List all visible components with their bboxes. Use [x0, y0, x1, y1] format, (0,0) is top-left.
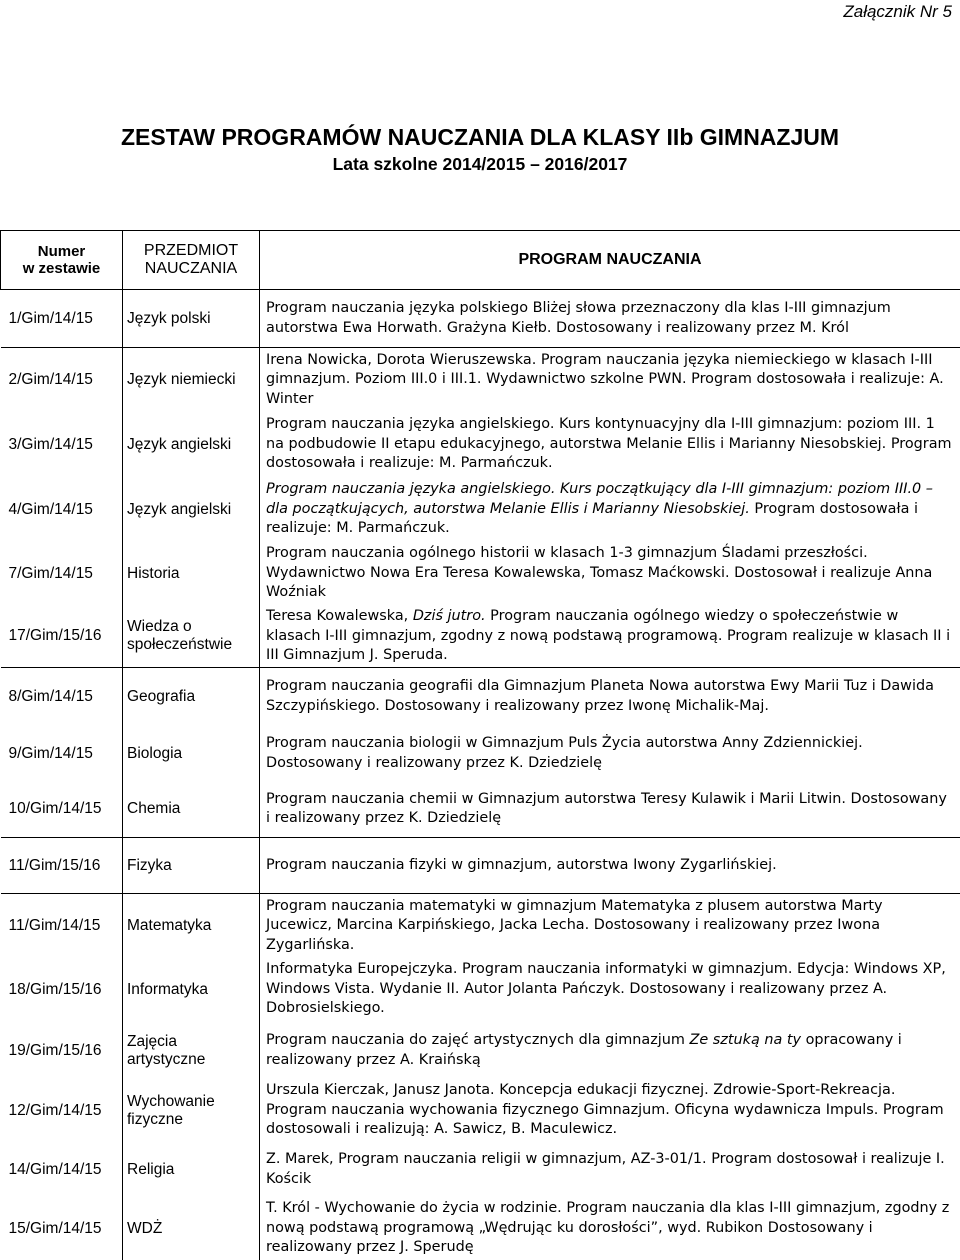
table-row: [1, 668, 960, 726]
document-title: ZESTAW PROGRAMÓW NAUCZANIA DLA KLASY IIb GIMNAZJUM: [0, 124, 960, 151]
row-number: 11/Gim/14/15: [1, 894, 123, 958]
row-description: Program nauczania chemii w Gimnazjum autorstwa Teresy Kulawik i Marii Litwin. Dostosowany i realizowany przez K. Dziedzielę: [260, 782, 960, 838]
header-number: [1, 231, 123, 290]
row-subject: Historia: [123, 542, 260, 606]
header-number-line2: w zestawie: [1, 260, 122, 277]
row-subject: Biologia: [123, 726, 260, 782]
row-number: 8/Gim/14/15: [1, 668, 123, 726]
row-number: 19/Gim/15/16: [1, 1022, 123, 1080]
row-description: Program nauczania biologii w Gimnazjum Puls Życia autorstwa Anny Zdziennickiej. Dostosowany i realizowany przez K. Dziedzielę: [260, 726, 960, 782]
header-subject: [123, 231, 260, 290]
table-row: [1, 606, 960, 668]
table-row: [1, 478, 960, 542]
row-description-italic: Ze sztuką na ty: [690, 1032, 802, 1048]
row-number: 12/Gim/14/15: [1, 1080, 123, 1142]
table-row: [1, 838, 960, 894]
row-subject: Zajęcia artystyczne: [123, 1022, 260, 1080]
row-description: Program nauczania matematyki w gimnazjum Matematyka z plusem autorstwa Marty Jucewicz, Marcina Karpińskiego, Jacka Lecha. Dostosowany i realizowany przez Iwona Zygarlińska.: [260, 894, 960, 958]
table-row: [1, 290, 960, 348]
row-number: 7/Gim/14/15: [1, 542, 123, 606]
row-subject: Język angielski: [123, 412, 260, 478]
table-row: [1, 542, 960, 606]
row-subject: Język angielski: [123, 478, 260, 542]
row-description-italic: Dziś jutro.: [413, 608, 486, 624]
row-number: 11/Gim/15/16: [1, 838, 123, 894]
row-description: [260, 606, 960, 668]
row-number: 1/Gim/14/15: [1, 290, 123, 348]
row-subject: Matematyka: [123, 894, 260, 958]
row-description: Informatyka Europejczyka. Program nauczania informatyki w gimnazjum. Edycja: Windows XP, Windows Vista. Wydanie II. Autor Jolanta Pańczyk. Dostosowany i realizowany przez A. Dobrosielskiego.: [260, 958, 960, 1022]
row-subject: Geografia: [123, 668, 260, 726]
row-number: 4/Gim/14/15: [1, 478, 123, 542]
row-description-rest: Program nauczania ogólnego wiedzy o społeczeństwie w klasach I-III gimnazjum, zgodny z nową podstawą programową. Program realizuje w klasach II i III Gimnazjum J. Speruda.: [266, 608, 950, 663]
programs-table: [0, 230, 960, 1260]
row-subject: Wiedza o społeczeństwie: [123, 606, 260, 668]
row-description: Program nauczania języka angielskiego. Kurs kontynuacyjny dla I-III gimnazjum: poziom III. 1 na podbudowie II etapu edukacyjnego, autorstwa Melanie Ellis i Marianny Niesobskiej. Program dostosowała i realizuje: M. Parmańczuk.: [260, 412, 960, 478]
table-row: [1, 1198, 960, 1260]
row-number: 2/Gim/14/15: [1, 348, 123, 412]
row-description-rest: opracowany i realizowany przez A. Kraińską: [266, 1032, 902, 1068]
row-subject: Fizyka: [123, 838, 260, 894]
table-row: [1, 726, 960, 782]
table-row: [1, 782, 960, 838]
row-description-pre: Program nauczania do zajęć artystycznych dla gimnazjum: [266, 1032, 690, 1048]
row-number: 15/Gim/14/15: [1, 1198, 123, 1260]
row-subject: Język niemiecki: [123, 348, 260, 412]
table-row: [1, 1022, 960, 1080]
row-number: 10/Gim/14/15: [1, 782, 123, 838]
header-number-line1: Numer: [1, 243, 122, 260]
row-description: Program nauczania ogólnego historii w klasach 1-3 gimnazjum Śladami przeszłości. Wydawnictwo Nowa Era Teresa Kowalewska, Tomasz Maćkowski. Dostosował i realizuje Anna Woźniak: [260, 542, 960, 606]
header-subject-line1: PRZEDMIOT: [123, 242, 259, 260]
row-description: T. Król - Wychowanie do życia w rodzinie. Program nauczania dla klas I-III gimnazjum, zgodny z nową podstawą programową „Wędrując ku dorosłości”, wyd. Rubikon Dostosowany i realizowany przez J. Sperudę: [260, 1198, 960, 1260]
row-description: [260, 478, 960, 542]
table-row: [1, 1080, 960, 1142]
row-description: Program nauczania geografii dla Gimnazjum Planeta Nowa autorstwa Ewy Marii Tuz i Dawida Szczypińskiego. Dostosowany i realizowany przez Iwonę Michalik-Maj.: [260, 668, 960, 726]
header-subject-line2: NAUCZANIA: [123, 260, 259, 278]
row-description-pre: Teresa Kowalewska,: [266, 608, 413, 624]
row-description-italic: Program nauczania języka angielskiego. Kurs początkujący dla I-III gimnazjum: poziom III.0 – dla początkujących, autorstwa Melanie Ellis i Marianny Niesobskiej.: [266, 481, 933, 517]
row-number: 14/Gim/14/15: [1, 1142, 123, 1198]
row-description: Urszula Kierczak, Janusz Janota. Koncepcja edukacji fizycznej. Zdrowie-Sport-Rekreacja. Program nauczania wychowania fizycznego Gimnazjum. Oficyna wydawnicza Impuls. Program dostosowali i realizują: A. Sawicz, B. Maculewicz.: [260, 1080, 960, 1142]
table-row: [1, 348, 960, 412]
row-subject: Język polski: [123, 290, 260, 348]
row-subject: Informatyka: [123, 958, 260, 1022]
row-number: 9/Gim/14/15: [1, 726, 123, 782]
row-subject: Wychowanie fizyczne: [123, 1080, 260, 1142]
row-description: Irena Nowicka, Dorota Wieruszewska. Program nauczania języka niemieckiego w klasach I-III gimnazjum. Poziom III.0 i III.1. Wydawnictwo szkolne PWN. Program dostosowała i realizuje: A. Winter: [260, 348, 960, 412]
row-description: Z. Marek, Program nauczania religii w gimnazjum, AZ-3-01/1. Program dostosował i realizuje I. Kościk: [260, 1142, 960, 1198]
header-program: PROGRAM NAUCZANIA: [260, 231, 960, 290]
row-subject: WDŻ: [123, 1198, 260, 1260]
row-description: Program nauczania fizyki w gimnazjum, autorstwa Iwony Zygarlińskiej.: [260, 838, 960, 894]
document-subtitle: Lata szkolne 2014/2015 – 2016/2017: [0, 154, 960, 175]
table-row: [1, 894, 960, 958]
table-row: [1, 412, 960, 478]
annex-label: Załącznik Nr 5: [843, 2, 952, 22]
row-subject: Chemia: [123, 782, 260, 838]
row-number: 18/Gim/15/16: [1, 958, 123, 1022]
row-description: [260, 1022, 960, 1080]
row-number: 3/Gim/14/15: [1, 412, 123, 478]
row-number: 17/Gim/15/16: [1, 606, 123, 668]
row-description-rest: Program dostosowała i realizuje: M. Parmańczuk.: [266, 501, 918, 537]
table-row: [1, 1142, 960, 1198]
row-subject: Religia: [123, 1142, 260, 1198]
table-header-row: [1, 231, 960, 290]
table-row: [1, 958, 960, 1022]
row-description: Program nauczania języka polskiego Bliżej słowa przeznaczony dla klas I-III gimnazjum autorstwa Ewa Horwath. Grażyna Kiełb. Dostosowany i realizowany przez M. Król: [260, 290, 960, 348]
